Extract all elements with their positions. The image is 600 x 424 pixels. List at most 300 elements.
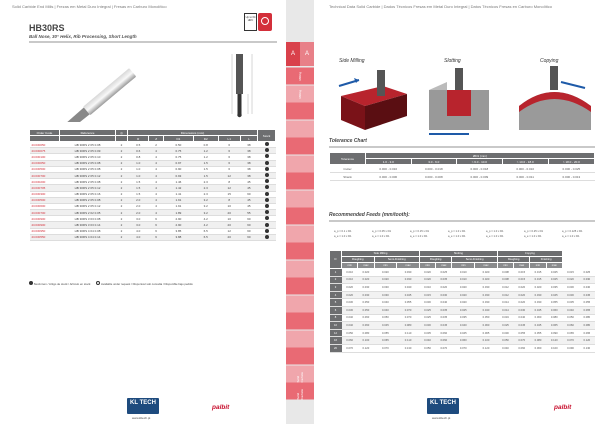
feeds-row: [330, 291, 596, 299]
feeds-cell: 0.020: [530, 284, 546, 292]
feeds-cell: 0.025: [419, 306, 435, 314]
feeds-cell: 0.020: [374, 269, 397, 277]
title-bar: [29, 41, 277, 43]
kltech-url-right: www.kltech.pt: [432, 416, 451, 420]
table-cell: HB 30RS 2 05 0.12: [60, 172, 116, 178]
feeds-cell: 0.030: [579, 276, 595, 284]
feeds-cell: 0.030: [530, 299, 546, 307]
feeds-cell: 0.090: [562, 344, 578, 352]
table-cell: 2C030700: [30, 210, 60, 216]
table-cell: 8: [218, 179, 240, 185]
feeds-cell: 0.055: [514, 329, 530, 337]
spine-tab[interactable]: [286, 348, 314, 365]
feeds-cell: 0.050: [562, 314, 578, 322]
slotting-label: Slotting: [444, 58, 461, 64]
table-cell: 38: [240, 172, 257, 178]
feeds-cell: 0.060: [530, 314, 546, 322]
spine-tab[interactable]: [286, 226, 314, 243]
feeds-cell: 0.110: [397, 337, 420, 345]
tolerance-range: > 18.0 - 20.0: [548, 159, 594, 165]
feeds-cell: 0.030: [514, 306, 530, 314]
feeds-cell: 0.055: [579, 299, 595, 307]
feeds-cell: 0.020: [419, 269, 435, 277]
minmax-header: min: [342, 263, 358, 269]
table-cell: 60: [240, 191, 257, 197]
table-cell: 2C030950: [30, 228, 60, 234]
table-cell: 3.0: [128, 216, 149, 222]
right-page: [314, 0, 600, 424]
table-cell: 6: [149, 222, 164, 228]
table-cell: 0.93: [163, 172, 193, 178]
feeds-cell: 0.055: [397, 299, 420, 307]
feeds-cell: 8: [330, 314, 342, 322]
table-cell: 2C030100: [30, 154, 60, 160]
table-cell: 0.50: [163, 142, 193, 148]
table-cell: 2: [116, 222, 128, 228]
stock-dot: [258, 234, 276, 240]
feeds-cell: 0.030: [342, 306, 358, 314]
tolerance-icon: ◎: [116, 130, 128, 136]
feeds-cell: 0.030: [419, 322, 435, 330]
table-cell: 2C030050: [30, 142, 60, 148]
table-cell: 1.89: [163, 210, 193, 216]
feeds-cell: 0.030: [358, 284, 374, 292]
feeds-cell: 0.030: [397, 276, 420, 284]
palbit-logo-right: palbit: [554, 404, 572, 411]
table-cell: 2C030200: [30, 179, 60, 185]
feeds-cell: 0.120: [579, 337, 595, 345]
table-cell: 2C030900: [30, 222, 60, 228]
feeds-cell: 0.070: [452, 344, 475, 352]
feeds-cell: 0.055: [374, 329, 397, 337]
feeds-cell: 0.060: [530, 344, 546, 352]
tolerance-cell: 0.000 - 0.009: [457, 173, 503, 181]
feeds-cell: 0.035: [562, 299, 578, 307]
table-cell: 12: [218, 228, 240, 234]
feeds-row: [330, 284, 596, 292]
table-cell: 2C030500: [30, 197, 60, 203]
feeds-cell: 0.030: [562, 284, 578, 292]
feeds-cell: 0.040: [452, 322, 475, 330]
feeds-cell: 0.045: [436, 322, 452, 330]
feeds-cell: 0.080: [530, 337, 546, 345]
feeds-cell: 0.040: [562, 306, 578, 314]
feeds-cell: 0.120: [358, 344, 374, 352]
table-cell: 6: [149, 216, 164, 222]
spine-tab[interactable]: [286, 278, 314, 295]
kltech-logo-right: KL TECH: [427, 398, 459, 414]
feeds-d-header: D: [330, 251, 342, 269]
feeds-cell: 0.095: [579, 329, 595, 337]
feeds-cell: 0.045: [374, 322, 397, 330]
col-reference: Reference: [60, 130, 116, 136]
table-cell: 4: [149, 179, 164, 185]
table-cell: 4.2: [193, 216, 218, 222]
table-cell: HB 30RS 3 03 0.14: [60, 222, 116, 228]
feeds-cell: 0.100: [546, 344, 562, 352]
table-cell: 2C030500: [30, 166, 60, 172]
feeds-cell: 0.060: [358, 314, 374, 322]
table-cell: HB 30RS 3 03 0.08: [60, 216, 116, 222]
table-cell: 4.2: [193, 222, 218, 228]
table-cell: 4: [149, 203, 164, 209]
col-r: R: [128, 136, 149, 142]
left-header: Solid Carbide End Mills | Frezas em Metal Duro Integral | Fresas en Carburo Monolítico: [12, 4, 167, 9]
feeds-title-bar: [329, 220, 595, 222]
feeds-cell: 10: [330, 322, 342, 330]
spine-tab[interactable]: [286, 156, 314, 173]
table-cell: 1.91: [163, 197, 193, 203]
table-cell: HB 30RS 2 05 0.12: [60, 185, 116, 191]
table-cell: 2: [116, 179, 128, 185]
tolerance-range: 1.0 - 3.0: [366, 159, 412, 165]
table-cell: HB 30RS 2 02 0.05: [60, 210, 116, 216]
feeds-cell: 0.015: [530, 269, 546, 277]
feeds-row: [330, 276, 596, 284]
hardness-badge: Up to 64 HRC: [244, 13, 257, 31]
table-cell: 20: [218, 210, 240, 216]
table-cell: 2C030900: [30, 216, 60, 222]
spine-tab[interactable]: Milling: [286, 86, 314, 103]
table-cell: 2C030300: [30, 191, 60, 197]
feeds-cell: 0.080: [546, 314, 562, 322]
copying-label: Copying: [540, 58, 559, 64]
feeds-cell: 0.130: [397, 344, 420, 352]
tolerance-cell: 0.000 - 0.010: [502, 165, 548, 173]
spine-tab[interactable]: [286, 173, 314, 190]
feeds-row: [330, 269, 596, 277]
feeds-cell: 0.040: [342, 314, 358, 322]
col-order-code: Order Code: [30, 130, 60, 136]
feeds-cell: 0.020: [514, 284, 530, 292]
feeds-cell: 0.010: [419, 284, 435, 292]
product-description: Ball Nose, 30° Helix, Rib Processing, Short Length: [29, 34, 137, 39]
feeds-cell: 0.070: [397, 306, 420, 314]
feeds-cell: 0.030: [358, 291, 374, 299]
table-row: [30, 234, 276, 240]
feeds-cell: 0.070: [562, 337, 578, 345]
feeds-cell: 0.030: [342, 299, 358, 307]
feeds-cell: 0.060: [436, 329, 452, 337]
table-cell: 55: [240, 210, 257, 216]
minmax-header: max: [514, 263, 530, 269]
table-cell: 0.8: [193, 142, 218, 148]
table-cell: 4.0: [128, 228, 149, 234]
cutting-formula: a_p = 0.25 x D1 a_e = 1.0 x D1: [524, 230, 544, 238]
spine-tab[interactable]: [286, 243, 314, 260]
table-cell: 4: [149, 172, 164, 178]
feeds-cell: 0.080: [579, 314, 595, 322]
feeds-cell: 0.020: [514, 291, 530, 299]
cutting-formula: a_p = 0.05 x D1 a_e = 1.0 x D1: [372, 230, 392, 238]
feeds-cell: 1: [330, 269, 342, 277]
feeds-cell: 0.065: [374, 337, 397, 345]
operation-header: Finishing: [530, 257, 563, 263]
col-z: Z: [149, 136, 164, 142]
table-cell: HB 30RS 4 04 0.08: [60, 228, 116, 234]
feeds-cell: 5: [330, 299, 342, 307]
table-cell: 38: [240, 166, 257, 172]
table-cell: 2: [116, 185, 128, 191]
feeds-cell: 0.050: [497, 337, 513, 345]
table-cell: 1.42: [163, 185, 193, 191]
col-dimensions: Dimensions (mm): [128, 130, 258, 136]
feeds-cell: 0.040: [374, 306, 397, 314]
table-cell: 2.3: [193, 191, 218, 197]
feeds-cell: 0.080: [579, 322, 595, 330]
feeds-cell: 12: [330, 329, 342, 337]
kltech-url: www.kltech.pt: [132, 416, 151, 420]
feeds-cell: 0.020: [475, 269, 498, 277]
feeds-cell: 0.019: [497, 314, 513, 322]
tolerance-row: [330, 173, 595, 181]
table-cell: 38: [240, 154, 257, 160]
table-cell: 3.2: [193, 203, 218, 209]
feeds-row: [330, 322, 596, 330]
table-cell: 10: [218, 203, 240, 209]
col-stock: Stock: [258, 130, 276, 142]
spine-tab[interactable]: [286, 121, 314, 138]
feeds-cell: 0.025: [436, 269, 452, 277]
feeds-cell: 0.030: [374, 284, 397, 292]
feeds-cell: 0.008: [497, 276, 513, 284]
table-cell: 1.2: [193, 148, 218, 154]
feeds-cell: 0.040: [374, 299, 397, 307]
legend-stock: Stock item / Artigo de stock / Artículo en stock: [29, 281, 90, 286]
minmax-header: min: [530, 263, 546, 269]
feeds-cell: 0.035: [436, 276, 452, 284]
feeds-cell: 0.060: [475, 322, 498, 330]
spine-tab[interactable]: [286, 331, 314, 348]
feeds-cell: 0.030: [530, 291, 546, 299]
feeds-cell: 0.060: [436, 337, 452, 345]
tolerance-cell: 0.000 - 0.006: [366, 173, 412, 181]
minmax-header: max: [397, 263, 420, 269]
feeds-cell: 0.015: [530, 276, 546, 284]
feeds-cell: 0.010: [452, 276, 475, 284]
table-cell: HB 30RS 2 05 0.10: [60, 154, 116, 160]
table-cell: 6.5: [193, 228, 218, 234]
table-cell: 60: [240, 216, 257, 222]
spine-tab[interactable]: [286, 313, 314, 330]
feeds-cell: 0.065: [475, 329, 498, 337]
spine-tab[interactable]: [286, 191, 314, 208]
stock-legend: [29, 281, 193, 286]
table-cell: 3.88: [163, 234, 193, 240]
feeds-cell: 0.050: [419, 344, 435, 352]
table-cell: 2.0: [128, 203, 149, 209]
feeds-cell: 0.020: [436, 284, 452, 292]
spine-tab[interactable]: [286, 138, 314, 155]
table-cell: 0.90: [163, 166, 193, 172]
table-cell: 1.41: [163, 191, 193, 197]
table-cell: 2.90: [163, 222, 193, 228]
feeds-cell: 0.015: [514, 269, 530, 277]
feeds-cell: 0.120: [475, 344, 498, 352]
feeds-cell: 16: [330, 337, 342, 345]
operation-header: Semi-Finishing: [374, 257, 419, 263]
group-copying: Copying: [497, 251, 562, 257]
feeds-cell: 2: [330, 276, 342, 284]
table-cell: 1.91: [163, 203, 193, 209]
tolerance-range: > 10.0 - 18.0: [502, 159, 548, 165]
end-mill-drawing: [60, 52, 280, 122]
feeds-cell: 0.030: [475, 291, 498, 299]
table-cell: 45: [240, 185, 257, 191]
feeds-cell: 3: [330, 284, 342, 292]
table-cell: HB 30RS 2 05 0.12: [60, 203, 116, 209]
table-cell: 6: [218, 166, 240, 172]
feeds-cell: 0.015: [514, 276, 530, 284]
table-cell: HB 30RS 2 05 0.08: [60, 197, 116, 203]
table-cell: HB 30RS 2 05 0.08: [60, 160, 116, 166]
feeds-cell: 0.130: [579, 344, 595, 352]
operation-header: Roughing: [419, 257, 452, 263]
tab-a-right[interactable]: A: [300, 42, 314, 66]
table-cell: 4: [149, 160, 164, 166]
tolerance-cell: 0.000 - 0.018: [411, 165, 457, 173]
feeds-cell: 0.035: [452, 314, 475, 322]
feeds-cell: 0.120: [546, 337, 562, 345]
feeds-cell: 0.015: [419, 291, 435, 299]
feeds-cell: 0.040: [579, 284, 595, 292]
feeds-cell: 0.060: [358, 322, 374, 330]
feeds-row: [330, 329, 596, 337]
material-icon: [258, 13, 272, 31]
cutting-formula: a_p = 0.15 x D1 a_e = 1.0 x D1: [410, 230, 430, 238]
tab-a-left[interactable]: A: [286, 42, 300, 66]
feeds-cell: 0.045: [546, 291, 562, 299]
table-cell: HB 30RS 2 05 0.08: [60, 179, 116, 185]
table-cell: 2: [116, 216, 128, 222]
spine-tab[interactable]: Milling: [286, 68, 314, 85]
feeds-cell: 0.050: [374, 314, 397, 322]
feeds-cell: 0.045: [514, 322, 530, 330]
feeds-cell: 0.025: [497, 322, 513, 330]
table-cell: 2: [116, 197, 128, 203]
kltech-logo: KL TECH: [127, 398, 159, 414]
table-cell: 6: [218, 154, 240, 160]
table-cell: 8: [218, 197, 240, 203]
feeds-cell: 0.030: [497, 329, 513, 337]
operation-header: Roughing: [497, 257, 530, 263]
feeds-cell: 0.090: [546, 329, 562, 337]
spine-tab[interactable]: Solid Carbide: [286, 383, 314, 400]
col-l1: L1: [218, 136, 240, 142]
product-code: HB30RS: [29, 23, 65, 33]
feeds-cell: 0.014: [497, 299, 513, 307]
tolerance-group: ØD1 (mm): [366, 153, 595, 159]
table-cell: 2: [116, 203, 128, 209]
table-cell: 1.5: [193, 160, 218, 166]
feeds-row: [330, 306, 596, 314]
right-header: Technical Data Solid Carbide | Dados Técnicos Fresas em Metal Duro Integral | Datos Técnicos Fresas en Carburo Monolítico: [329, 4, 552, 9]
table-cell: 4: [149, 210, 164, 216]
table-cell: 2: [116, 142, 128, 148]
feeds-cell: 0.030: [475, 284, 498, 292]
feeds-cell: 0.020: [342, 291, 358, 299]
spine-tab[interactable]: Solid Carbide: [286, 366, 314, 383]
table-cell: 2: [116, 148, 128, 154]
tolerance-title: Tolerance Chart: [329, 138, 367, 144]
table-cell: 20: [218, 234, 240, 240]
table-cell: 6: [218, 160, 240, 166]
feeds-cell: 0.065: [579, 306, 595, 314]
feeds-cell: 0.100: [358, 337, 374, 345]
table-cell: 2: [116, 228, 128, 234]
feeds-cell: 0.014: [497, 306, 513, 314]
feeds-cell: 0.045: [452, 329, 475, 337]
spine-tab[interactable]: [286, 296, 314, 313]
minmax-header: min: [497, 263, 513, 269]
feeds-cell: 0.045: [530, 306, 546, 314]
table-cell: 4: [149, 154, 164, 160]
col-d1: D1: [163, 136, 193, 142]
table-cell: 2: [116, 234, 128, 240]
feeds-cell: 0.050: [358, 299, 374, 307]
tolerance-cell: 0.000 - 0.013: [548, 173, 594, 181]
table-cell: 1.0: [128, 160, 149, 166]
table-cell: 6: [218, 142, 240, 148]
table-cell: 60: [240, 228, 257, 234]
legend-request: Available under request / Disponível sob consulta / Disponible bajo pedido: [96, 281, 192, 286]
feeds-cell: 0.080: [358, 329, 374, 337]
table-cell: 4.0: [128, 234, 149, 240]
table-cell: 4: [149, 191, 164, 197]
feeds-cell: 0.020: [475, 276, 498, 284]
table-cell: HB 30RS 2 05 0.08: [60, 142, 116, 148]
feeds-cell: 20: [330, 344, 342, 352]
feeds-cell: 0.045: [397, 291, 420, 299]
cutting-formula: a_p = 1.0 x D1 a_e = 1.0 x D1: [448, 230, 466, 238]
feeds-cell: 0.070: [342, 344, 358, 352]
spine-tabs: [286, 0, 314, 424]
minmax-header: max: [546, 263, 562, 269]
feeds-cell: 0.060: [514, 344, 530, 352]
table-cell: HB 30RS 4 04 0.14: [60, 234, 116, 240]
minmax-header: max: [436, 263, 452, 269]
feeds-cell: 0.020: [358, 276, 374, 284]
feeds-cell: 0.040: [397, 284, 420, 292]
feeds-cell: 0.030: [562, 291, 578, 299]
spine-tab[interactable]: [286, 103, 314, 120]
table-cell: 12: [218, 185, 240, 191]
table-cell: 4: [149, 197, 164, 203]
feeds-cell: 4: [330, 291, 342, 299]
table-cell: 4: [149, 148, 164, 154]
feeds-cell: 0.040: [514, 314, 530, 322]
feeds-cell: 0.030: [475, 299, 498, 307]
table-cell: 2.3: [193, 185, 218, 191]
feeds-cell: 0.015: [562, 269, 578, 277]
spine-tab[interactable]: [286, 208, 314, 225]
group-slotting: Slotting: [419, 251, 497, 257]
feeds-cell: 0.070: [436, 344, 452, 352]
table-cell: HB 30RS 2 05 0.09: [60, 148, 116, 154]
feeds-cell: 0.010: [452, 269, 475, 277]
table-cell: 15: [218, 191, 240, 197]
operation-illustrations: [329, 66, 595, 136]
table-cell: 1.2: [193, 154, 218, 160]
table-cell: 3.0: [128, 222, 149, 228]
feeds-cell: 0.070: [514, 337, 530, 345]
feeds-cell: 0.020: [452, 299, 475, 307]
feeds-cell: 0.040: [419, 337, 435, 345]
spine-tab[interactable]: [286, 261, 314, 278]
table-cell: 2.0: [128, 197, 149, 203]
feeds-cell: 0.025: [452, 306, 475, 314]
table-cell: 1.0: [128, 166, 149, 172]
